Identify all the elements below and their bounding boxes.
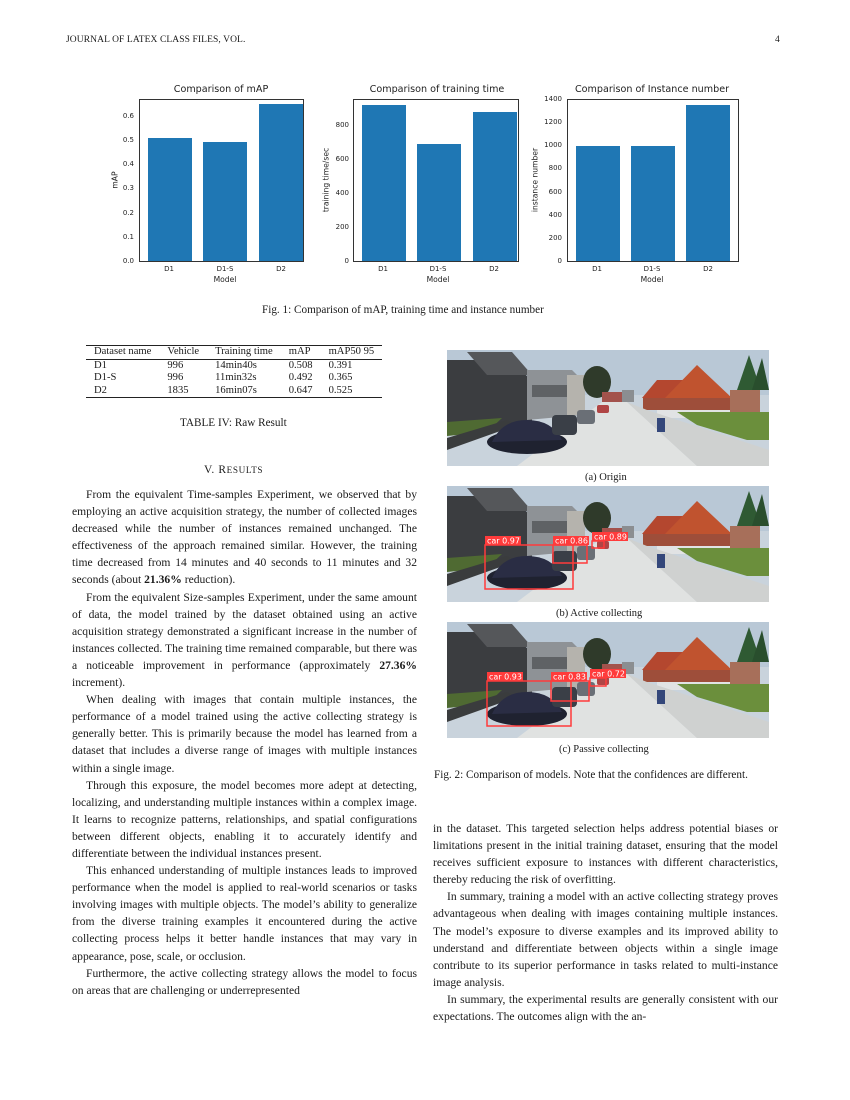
y-axis-label: mAP	[110, 171, 120, 189]
detection-label: car 0.83	[553, 672, 586, 682]
y-tick: 0.2	[122, 209, 134, 217]
chart-instance-number	[0, 0, 850, 300]
plot-area	[567, 99, 739, 262]
bar-d1	[576, 146, 620, 261]
y-tick: 400	[548, 211, 562, 219]
cell: 14min40s	[215, 359, 257, 371]
section-title-initial: R	[218, 464, 227, 476]
paragraph: In summary, the experimental results are generally consistent with our expectations. The outcomes align with the an-	[433, 992, 778, 1024]
bar-d2	[686, 105, 730, 261]
y-tick: 600	[548, 188, 562, 196]
fig2b-caption: (b) Active collecting	[556, 608, 643, 619]
fig2a-caption: (a) Origin	[585, 472, 627, 483]
chart-title: Comparison of mAP	[173, 84, 269, 95]
x-axis-label: Model	[640, 275, 664, 284]
page-number: 4	[775, 35, 780, 45]
x-tick: D2	[489, 265, 499, 273]
paragraph: In summary, training a model with an active collecting strategy proves advantageous when dealing with images containing multiple instances. The model’s exposure to diverse examples and its improved ability to understand and differentiate between objects within a single image contribute to its superior performance in tasks related to multi-instance image analysis.	[433, 890, 778, 989]
y-tick: 800	[548, 164, 562, 172]
column-header: Vehicle	[167, 346, 200, 357]
cell: 0.365	[328, 372, 353, 383]
x-axis-label: Model	[213, 275, 237, 284]
y-tick: 1200	[544, 118, 562, 126]
column-header: mAP	[288, 346, 311, 357]
x-axis-label: Model	[426, 275, 450, 284]
bar-d1-s	[631, 146, 675, 261]
detection-label: car 0.93	[489, 672, 522, 682]
cell: D1	[94, 359, 107, 371]
y-tick: 0.0	[122, 257, 134, 265]
running-header: JOURNAL OF LATEX CLASS FILES, VOL.	[66, 35, 246, 45]
column-header: Dataset name	[94, 346, 152, 357]
y-tick: 1400	[544, 95, 562, 103]
y-tick: 0.4	[122, 160, 134, 168]
fig2b-image	[447, 486, 769, 602]
table-row	[86, 359, 382, 372]
x-tick: D1-S	[429, 265, 447, 273]
text: From the equivalent Time-samples Experiment, we observed that by employing an active acquisition strategy, the number of collected images decreased while the number of instances remained unchanged. The effectiveness of the approach remained similar. However, the training time decreased from 14 minutes and 40 seconds to 11 minutes and 32 seconds (about	[72, 488, 417, 587]
fig2-caption: Fig. 2: Comparison of models. Note that the confidences are different.	[434, 769, 748, 781]
cell: D1-S	[94, 372, 117, 383]
y-axis-label: training time/sec	[321, 147, 331, 213]
left-column-text	[72, 486, 417, 999]
y-tick: 0	[344, 257, 349, 265]
text: increment).	[72, 676, 126, 690]
y-tick: 0.6	[122, 112, 134, 120]
detection-label: car 0.72	[592, 669, 625, 679]
y-tick: 1000	[544, 141, 562, 149]
cell: 0.508	[288, 359, 313, 371]
x-tick: D1-S	[216, 265, 234, 273]
x-tick: D1	[378, 265, 388, 273]
y-tick: 600	[335, 155, 349, 163]
cell: 11min32s	[215, 372, 257, 383]
y-tick: 800	[335, 121, 349, 129]
text: reduction).	[181, 573, 236, 587]
bold-percent: 27.36%	[379, 658, 417, 672]
fig1-caption: Fig. 1: Comparison of mAP, training time and instance number	[262, 304, 544, 316]
cell: 0.492	[288, 372, 313, 383]
cell: 1835	[167, 384, 189, 396]
paragraph: This enhanced understanding of multiple instances leads to improved performance when the model is applied to real-world scenarios or tasks involving images with multiple objects. The model’s ability to generalize from the diverse training examples it encountered during the active collecting process helps it better handle instances that may vary in appearance, pose, scale, or occlusion.	[72, 864, 417, 963]
column-header: mAP50 95	[328, 346, 375, 357]
bold-percent: 21.36%	[144, 573, 182, 587]
fig2c-image	[447, 622, 769, 738]
cell: 0.647	[288, 384, 313, 396]
y-tick: 0.3	[122, 184, 134, 192]
chart-title: Comparison of training time	[369, 84, 505, 95]
cell: 0.391	[328, 359, 353, 371]
detection-label: car 0.86	[555, 536, 588, 546]
y-tick: 0	[557, 257, 562, 265]
table-row	[86, 385, 382, 398]
x-tick: D1	[164, 265, 174, 273]
section-heading	[204, 464, 263, 476]
y-tick: 200	[335, 223, 349, 231]
table4-caption: TABLE IV: Raw Result	[180, 417, 287, 429]
section-number: V.	[204, 464, 215, 476]
detection-label: car 0.97	[487, 536, 520, 546]
raw-result-table	[86, 345, 382, 398]
column-header: Training time	[215, 346, 273, 357]
y-tick: 200	[548, 234, 562, 242]
detection-label: car 0.89	[594, 532, 627, 542]
right-column-text	[433, 820, 778, 1025]
section-title-rest: ESULTS	[226, 465, 264, 475]
y-tick: 0.1	[122, 233, 134, 241]
x-tick: D1	[592, 265, 602, 273]
x-tick: D2	[276, 265, 286, 273]
paragraph	[72, 589, 417, 692]
x-tick: D2	[703, 265, 713, 273]
x-tick: D1-S	[643, 265, 661, 273]
cell: 16min07s	[215, 384, 257, 396]
fig2a-image	[447, 350, 769, 466]
paragraph	[72, 486, 417, 589]
y-axis-label: instance number	[530, 147, 540, 213]
table-header-row	[86, 346, 382, 360]
y-tick: 400	[335, 189, 349, 197]
paragraph: in the dataset. This targeted selection helps address potential biases or limitations present in the initial training dataset, ensuring that the model receives sufficient exposure to instances with different characteristics, thereby reducing the risk of overfitting.	[433, 822, 778, 887]
cell: D2	[94, 384, 107, 396]
cell: 996	[167, 359, 184, 371]
paragraph: Through this exposure, the model becomes more adept at detecting, localizing, and understanding multiple instances within a complex image. It learns to recognize patterns, relationships, and spatial configurations between different objects, enabling it to accurately identify and differentiate between the individual instances present.	[72, 778, 417, 860]
cell: 996	[167, 372, 184, 383]
table-row	[86, 372, 382, 385]
text: From the equivalent Size-samples Experiment, under the same amount of data, the model trained by the dataset obtained using an active acquisition strategy demonstrated a significant increase in the number of instances collected. The training time remained comparable, but there was a noticeable improvement in performance (approximately	[72, 590, 417, 672]
paragraph: Furthermore, the active collecting strategy allows the model to focus on areas that are challenging or underrepresented	[72, 966, 417, 997]
cell: 0.525	[328, 384, 353, 396]
chart-title: Comparison of Instance number	[574, 84, 730, 95]
paragraph: When dealing with images that contain multiple instances, the performance of a model trained using the active collecting strategy is generally better. This is primarily because the model has learned from a dataset that includes a diverse range of images with multiple instances within a single image.	[72, 693, 417, 775]
fig2c-caption: (c) Passive collecting	[559, 744, 649, 755]
y-tick: 0.5	[122, 136, 134, 144]
